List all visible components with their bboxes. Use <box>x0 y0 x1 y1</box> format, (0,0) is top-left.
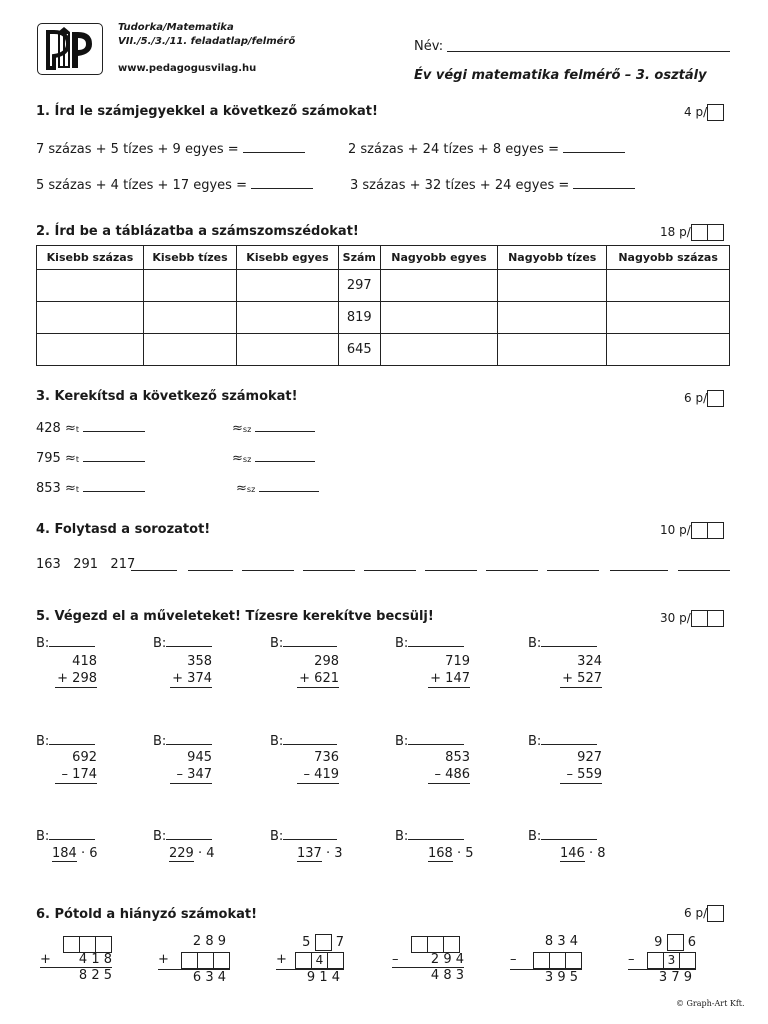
col-header: Kisebb százas <box>37 246 144 270</box>
pencil-logo-icon <box>38 24 102 74</box>
multiplication-5: 146 · 8 <box>560 846 606 861</box>
multiplication-3: 137 · 3 <box>297 846 343 861</box>
task1-item-4: 3 százas + 32 tízes + 24 egyes = <box>350 176 635 193</box>
estimate-label: B: <box>153 732 212 749</box>
name-label: Név: <box>414 39 444 54</box>
header-line1: Tudorka/Matematika <box>118 22 234 33</box>
score-box[interactable] <box>691 224 708 241</box>
answer-blank[interactable] <box>83 449 145 462</box>
puzzle-5: 8 3 4 – 3 9 5 <box>510 934 582 985</box>
estimate-blank[interactable] <box>166 732 212 745</box>
round-row-2: 795 ≈t <box>36 449 145 466</box>
estimate-blank[interactable] <box>166 827 212 840</box>
round-row-1: 428 ≈t <box>36 419 145 436</box>
table-row <box>37 270 730 302</box>
round-row-3: 853 ≈t <box>36 479 145 496</box>
task1-item-2: 2 százas + 24 tízes + 8 egyes = <box>348 140 625 157</box>
addition-4: 719 + 147 <box>428 653 470 688</box>
estimate-blank[interactable] <box>408 732 464 745</box>
col-header: Nagyobb egyes <box>380 246 498 270</box>
task1-title: 1. Írd le számjegyekkel a következő számokat! <box>36 104 378 119</box>
round-row-3-sz: ≈sz <box>236 479 319 496</box>
estimate-blank[interactable] <box>283 732 337 745</box>
estimate-label: B: <box>36 634 95 651</box>
score-box[interactable] <box>707 390 724 407</box>
answer-blank[interactable] <box>364 570 416 571</box>
task2-title: 2. Írd be a táblázatba a számszomszédokat! <box>36 224 359 239</box>
estimate-blank[interactable] <box>49 732 95 745</box>
task5-title: 5. Végezd el a műveleteket! Tízesre kerekítve becsülj! <box>36 609 434 624</box>
col-header: Kisebb tízes <box>143 246 236 270</box>
estimate-blank[interactable] <box>541 827 597 840</box>
subtraction-1: 692 – 174 <box>55 749 97 784</box>
number-cell: 645 <box>338 334 380 366</box>
score-box[interactable] <box>691 610 708 627</box>
col-header: Nagyobb tízes <box>498 246 607 270</box>
answer-blank[interactable] <box>255 419 315 432</box>
answer-blank[interactable] <box>425 570 477 571</box>
subtraction-2: 945 – 347 <box>170 749 212 784</box>
answer-blank[interactable] <box>83 479 145 492</box>
estimate-label: B: <box>270 732 337 749</box>
puzzle-4: – 2 9 4 4 8 3 <box>392 934 464 983</box>
task1-item-1: 7 százas + 5 tízes + 9 egyes = <box>36 140 305 157</box>
estimate-label: B: <box>153 634 212 651</box>
task6-title: 6. Pótold a hiányzó számokat! <box>36 907 258 922</box>
task4-points: 10 p/ <box>660 522 724 539</box>
task5-points: 30 p/ <box>660 610 724 627</box>
number-cell: 297 <box>338 270 380 302</box>
task6-points: 6 p/ <box>684 905 724 922</box>
answer-blank[interactable] <box>678 570 730 571</box>
answer-blank[interactable] <box>259 479 319 492</box>
task3-title: 3. Kerekítsd a következő számokat! <box>36 389 298 404</box>
addition-5: 324 + 527 <box>560 653 602 688</box>
puzzle-3: 5 7 + 4 9 1 4 <box>276 935 344 985</box>
task1-item-3: 5 százas + 4 tízes + 17 egyes = <box>36 176 313 193</box>
answer-blank[interactable] <box>563 140 625 153</box>
estimate-label: B: <box>528 732 597 749</box>
task2-points: 18 p/ <box>660 224 724 241</box>
answer-blank[interactable] <box>131 570 177 571</box>
estimate-label: B: <box>528 634 597 651</box>
puzzle-1: + 4 1 8 8 2 5 <box>40 934 112 983</box>
task4-title: 4. Folytasd a sorozatot! <box>36 522 211 537</box>
score-box[interactable] <box>707 905 724 922</box>
table-row <box>37 302 730 334</box>
task3-points: 6 p/ <box>684 390 724 407</box>
name-line[interactable] <box>447 51 730 52</box>
answer-blank[interactable] <box>486 570 538 571</box>
answer-blank[interactable] <box>251 176 313 189</box>
task1-points: 4 p/ <box>684 104 724 121</box>
answer-blank[interactable] <box>242 570 294 571</box>
answer-blank[interactable] <box>303 570 355 571</box>
score-box[interactable] <box>707 610 724 627</box>
puzzle-2: 2 8 9 + 6 3 4 <box>158 934 230 985</box>
round-row-1-sz: ≈sz <box>232 419 315 436</box>
multiplication-1: 184 · 6 <box>52 846 98 861</box>
estimate-blank[interactable] <box>408 827 464 840</box>
score-box[interactable] <box>707 522 724 539</box>
col-header: Kisebb egyes <box>237 246 339 270</box>
score-box[interactable] <box>691 522 708 539</box>
estimate-label: B: <box>528 827 597 844</box>
estimate-label: B: <box>270 634 337 651</box>
addition-3: 298 + 621 <box>297 653 339 688</box>
estimate-label: B: <box>395 732 464 749</box>
page-title: Év végi matematika felmérő – 3. osztály <box>414 68 707 83</box>
number-cell: 819 <box>338 302 380 334</box>
sequence-blanks <box>131 570 730 572</box>
estimate-blank[interactable] <box>283 634 337 647</box>
estimate-blank[interactable] <box>49 827 95 840</box>
subtraction-3: 736 – 419 <box>297 749 339 784</box>
estimate-label: B: <box>395 827 464 844</box>
copyright: © Graph-Art Kft. <box>676 999 745 1008</box>
answer-blank[interactable] <box>243 140 305 153</box>
estimate-blank[interactable] <box>283 827 337 840</box>
answer-blank[interactable] <box>573 176 635 189</box>
estimate-label: B: <box>36 827 95 844</box>
answer-blank[interactable] <box>83 419 145 432</box>
estimate-blank[interactable] <box>541 634 597 647</box>
estimate-label: B: <box>270 827 337 844</box>
round-row-2-sz: ≈sz <box>232 449 315 466</box>
addition-1: 418 + 298 <box>55 653 97 688</box>
addition-2: 358 + 374 <box>170 653 212 688</box>
subtraction-4: 853 – 486 <box>428 749 470 784</box>
estimate-blank[interactable] <box>408 634 464 647</box>
score-box[interactable] <box>707 104 724 121</box>
estimate-blank[interactable] <box>49 634 95 647</box>
multiplication-2: 229 · 4 <box>169 846 215 861</box>
puzzle-6: 9 6 – 3 3 7 9 <box>628 935 696 985</box>
answer-blank[interactable] <box>188 570 233 571</box>
estimate-blank[interactable] <box>541 732 597 745</box>
neighbors-table <box>36 245 730 366</box>
answer-blank[interactable] <box>255 449 315 462</box>
col-header: Szám <box>338 246 380 270</box>
logo <box>37 23 103 75</box>
multiplication-4: 168 · 5 <box>428 846 474 861</box>
estimate-label: B: <box>395 634 464 651</box>
col-header: Nagyobb százas <box>607 246 730 270</box>
estimate-label: B: <box>153 827 212 844</box>
header-line2: VII./5./3./11. feladatlap/felmérő <box>118 36 296 47</box>
estimate-label: B: <box>36 732 95 749</box>
answer-blank[interactable] <box>610 570 668 571</box>
estimate-blank[interactable] <box>166 634 212 647</box>
score-box[interactable] <box>707 224 724 241</box>
header-website: www.pedagogusvilag.hu <box>118 63 257 74</box>
table-row <box>37 334 730 366</box>
subtraction-5: 927 – 559 <box>560 749 602 784</box>
sequence-start: 163 291 217 <box>36 557 136 572</box>
answer-blank[interactable] <box>547 570 599 571</box>
